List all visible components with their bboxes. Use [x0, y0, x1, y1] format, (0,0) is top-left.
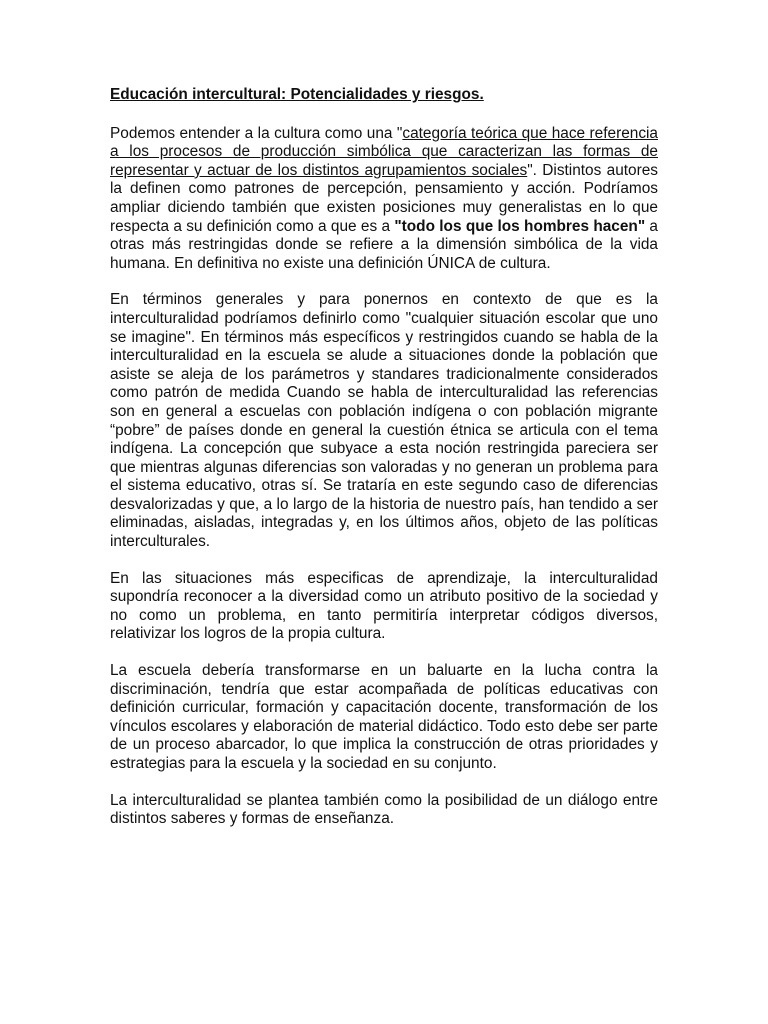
paragraph-2: En términos generales y para ponernos en contexto de que es la interculturalidad podríamos definirlo como "cualquier situación escolar que uno se imagine". En términos más específicos y restringidos cuando se habla de la interculturalidad en la escuela se alude a situaciones donde la población que asiste se aleja de los parámetros y standares tradicionalmente considerados como patrón de medida Cuando se habla de interculturalidad las referencias son en general a escuelas con población indígena o con población migrante “pobre” de países donde en general la cuestión étnica se articula con el tema indígena. La concepción que subyace a esta noción restringida pareciera ser que mientras algunas diferencias son valoradas y no generan un problema para el sistema educativo, otras sí. Se trataría en este segundo caso de diferencias desvalorizadas y que, a lo largo de la historia de nuestro país, han tendido a ser eliminadas, aisladas, integradas y, en los últimos años, objeto de las políticas interculturales. — [110, 291, 658, 551]
paragraph-1-lead: Podemos entender a la cultura como una " — [110, 124, 403, 142]
paragraph-1-bold-quote: "todo los que los hombres hacen" — [394, 217, 646, 235]
paragraph-1-underlined-definition: categoría teórica que hace referencia a los procesos de producción simbólica que caracterizan las formas de representar y actuar de los distintos agrupamientos sociales — [110, 124, 658, 179]
paragraph-1-mid: ". Distintos autores la definen como patrones de percepción, pensamiento y acción. Podríamos ampliar diciendo también que existen posiciones muy generalistas en lo que respecta a su definición como a que es a — [110, 161, 658, 235]
document-page — [110, 86, 658, 847]
paragraph-4: La escuela debería transformarse en un baluarte en la lucha contra la discriminación, tendría que estar acompañada de políticas educativas con definición curricular, formación y capacitación docente, transformación de los vínculos escolares y elaboración de material didáctico. Todo esto debe ser parte de un proceso abarcador, lo que implica la construcción de otras prioridades y estrategias para la escuela y la sociedad en su conjunto. — [110, 662, 658, 772]
paragraph-1 — [110, 125, 658, 274]
paragraph-1-tail: a otras más restringidas donde se refiere a la dimensión simbólica de la vida humana. En definitiva no existe una definición ÚNICA de cultura. — [110, 217, 658, 272]
paragraph-3: En las situaciones más especificas de aprendizaje, la interculturalidad supondría reconocer a la diversidad como un atributo positivo de la sociedad y no como un problema, en tanto permitiría interpretar códigos diversos, relativizar los logros de la propia cultura. — [110, 569, 658, 643]
paragraph-5: La interculturalidad se plantea también como la posibilidad de un diálogo entre distintos saberes y formas de enseñanza. — [110, 791, 658, 828]
document-title: Educación intercultural: Potencialidades y riesgos. — [110, 86, 484, 103]
